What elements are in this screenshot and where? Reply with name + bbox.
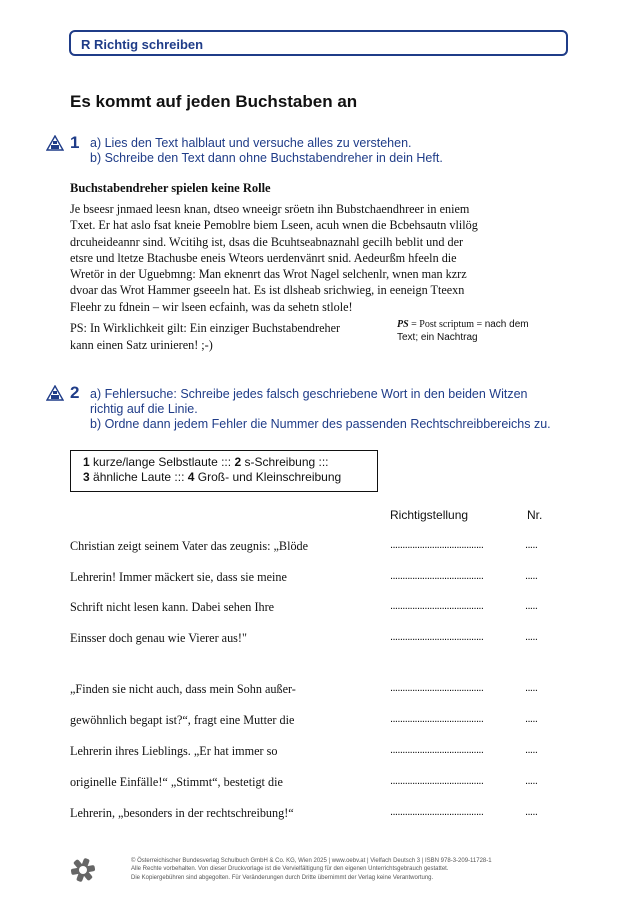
column-header-number: Nr. bbox=[527, 508, 543, 522]
task-1-number: 1 bbox=[70, 133, 80, 152]
task-2-instruction-a-cont: richtig auf die Linie. bbox=[90, 402, 198, 416]
exercise-row bbox=[70, 631, 550, 647]
text-title: Buchstabendreher spielen keine Rolle bbox=[70, 181, 271, 195]
joke-text: Lehrerin ihres Lieblings. „Er hat immer so bbox=[70, 744, 278, 758]
exercise-row bbox=[70, 682, 550, 698]
number-line[interactable]: ..... bbox=[525, 682, 538, 694]
scrambled-text bbox=[70, 201, 500, 315]
reading-pyramid-icon bbox=[46, 135, 64, 151]
ps-note-text-2: Text; ein Nachtrag bbox=[397, 332, 478, 343]
exercise-row bbox=[70, 713, 550, 729]
ps-definition: = Post scriptum = bbox=[408, 319, 485, 330]
footer-line: Die Kopiergebühren sind abgegolten. Für Veränderungen durch Dritte übernimmt der Verlag keine Verantwortung. bbox=[131, 874, 434, 881]
number-line[interactable]: ..... bbox=[525, 806, 538, 818]
answer-line[interactable]: ...................................... bbox=[390, 775, 484, 787]
exercise-row bbox=[70, 806, 550, 822]
joke-text: „Finden sie nicht auch, dass mein Sohn außer- bbox=[70, 682, 296, 696]
legend-num: 1 bbox=[83, 455, 90, 469]
number-line[interactable]: ..... bbox=[525, 631, 538, 643]
answer-line[interactable]: ...................................... bbox=[390, 744, 484, 756]
number-line[interactable]: ..... bbox=[525, 600, 538, 612]
answer-line[interactable]: ...................................... bbox=[390, 682, 484, 694]
postscript-note bbox=[397, 318, 529, 344]
joke-text: originelle Einfälle!“ „Stimmt“, bestetigt die bbox=[70, 775, 283, 789]
answer-line[interactable]: ...................................... bbox=[390, 600, 484, 612]
number-line[interactable]: ..... bbox=[525, 570, 538, 582]
legend-num: 4 bbox=[187, 470, 195, 484]
obv-logo bbox=[70, 857, 96, 883]
text-line: Wretör in der Uguebmng: Man eknenrt das Wrot Nagel selchenlr, wnen man kzrz bbox=[70, 267, 467, 282]
task-2-number: 2 bbox=[70, 383, 80, 402]
exercise-row bbox=[70, 539, 550, 555]
footer-copyright bbox=[131, 857, 492, 882]
legend-num: 3 bbox=[83, 470, 90, 484]
joke-text: Lehrerin! Immer mäckert sie, dass sie meine bbox=[70, 570, 287, 584]
answer-line[interactable]: ...................................... bbox=[390, 713, 484, 725]
number-line[interactable]: ..... bbox=[525, 713, 538, 725]
text-line: etsre und ltetze Btachusbe eneis Wteors uerdenvänrt snid. Aedeurßm hfeeln die bbox=[70, 250, 457, 265]
postscript bbox=[70, 320, 340, 353]
page-title: Es kommt auf jeden Buchstaben an bbox=[70, 92, 358, 111]
task-1-instruction-b: b) Schreibe den Text dann ohne Buchstabendreher in dein Heft. bbox=[90, 151, 443, 165]
task-2-instruction-a: a) Fehlersuche: Schreibe jedes falsch geschriebene Wort in den beiden Witzen bbox=[90, 387, 528, 401]
postscript-line: kann einen Satz urinieren! ;-) bbox=[70, 337, 213, 352]
text-line: Je bseesr jnmaed leesn knan, dtseo wneeigr sröetn ihn Bubstchaendhreer in eniem bbox=[70, 202, 470, 216]
column-header-correction: Richtigstellung bbox=[390, 508, 469, 522]
legend-text: ähnliche Laute ::: bbox=[89, 470, 188, 484]
answer-line[interactable]: ...................................... bbox=[390, 631, 484, 643]
ps-abbr: PS bbox=[397, 319, 409, 330]
legend-text: Groß- und Kleinschreibung bbox=[194, 470, 342, 484]
ps-note-text: nach dem bbox=[484, 319, 529, 330]
category-legend bbox=[70, 450, 378, 492]
section-header-label: R Richtig schreiben bbox=[81, 37, 204, 52]
task-1-instruction-a: a) Lies den Text halblaut und versuche alles zu verstehen. bbox=[90, 136, 412, 150]
legend-text: s-Schreibung ::: bbox=[241, 455, 329, 469]
text-line: Fleehr zu fdnein – wir lseen ecfainh, was da sehetn stlole! bbox=[70, 299, 353, 314]
number-line[interactable]: ..... bbox=[525, 539, 538, 551]
exercise-row bbox=[70, 744, 550, 760]
text-line: dvoar das Wrot Hammer gseeeln hat. Es ist dlsheab srichwieg, in eeneign Tteexn bbox=[70, 283, 465, 298]
footer-line: Alle Rechte vorbehalten. Von dieser Druckvorlage ist die Vervielfältigung für den eigenen Unterrichtsgebrauch gestattet. bbox=[131, 866, 449, 873]
legend-text: kurze/lange Selbstlaute ::: bbox=[89, 455, 235, 469]
text-line: drcuheideannr sind. Wcitihg ist, dsas die Bcuhtseabnaznahl gecilh beblit und der bbox=[70, 234, 464, 249]
exercise-row bbox=[70, 775, 550, 791]
exercise-row bbox=[70, 570, 550, 586]
task-2-instruction-b: b) Ordne dann jedem Fehler die Nummer des passenden Rechtschreibbereichs zu. bbox=[90, 417, 551, 431]
answer-line[interactable]: ...................................... bbox=[390, 570, 484, 582]
section-header bbox=[69, 30, 568, 56]
number-line[interactable]: ..... bbox=[525, 775, 538, 787]
joke-text: Einsser doch genau wie Vierer aus!" bbox=[70, 631, 247, 645]
joke-text: gewöhnlich begapt ist?“, fragt eine Mutter die bbox=[70, 713, 295, 727]
joke-text: Lehrerin, „besonders in der rechtschreibung!“ bbox=[70, 806, 294, 820]
text-line: Txet. Er hat aslo fsat kneie Pemoblre biem Lseen, acuh wnen die Bcbehsautn vlilög bbox=[70, 218, 478, 233]
answer-line[interactable]: ...................................... bbox=[390, 539, 484, 551]
joke-text: Schrift nicht lesen kann. Dabei sehen Ihre bbox=[70, 600, 275, 614]
footer-line: © Österreichischer Bundesverlag Schulbuch GmbH & Co. KG, Wien 2025 | www.oebv.at | Vielfach Deutsch 3 | ISBN 978-3-209-11728-1 bbox=[131, 858, 492, 864]
postscript-line: PS: In Wirklichkeit gilt: Ein einziger Buchstabendreher bbox=[70, 321, 341, 335]
legend-num: 2 bbox=[234, 455, 242, 469]
answer-line[interactable]: ...................................... bbox=[390, 806, 484, 818]
reading-pyramid-icon bbox=[46, 385, 64, 401]
joke-text: Christian zeigt seinem Vater das zeugnis: „Blöde bbox=[70, 539, 309, 553]
number-line[interactable]: ..... bbox=[525, 744, 538, 756]
exercise-row bbox=[70, 600, 550, 616]
